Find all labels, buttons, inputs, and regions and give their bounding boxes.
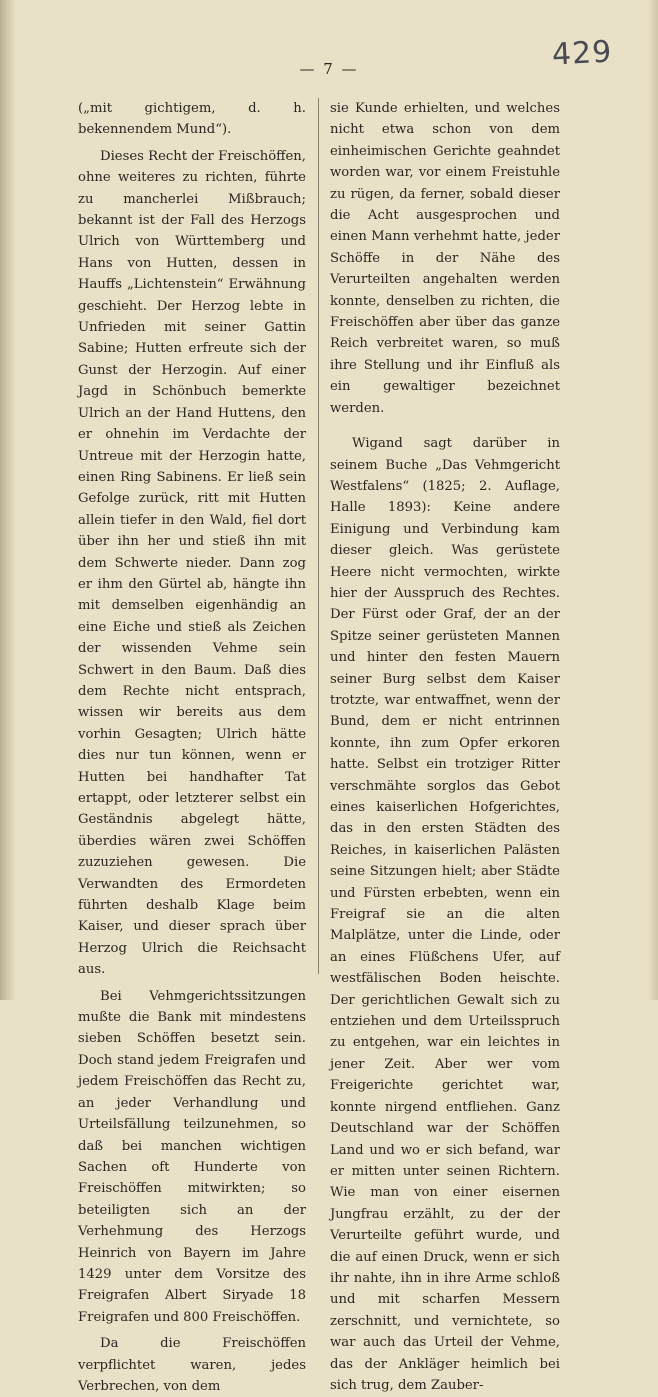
paragraph: Bei Vehmgerichtssitzungen mußte die Bank mit mindestens sieben Schöffen besetzt sein. Doch stand jedem Freigrafen und jedem Freischöffen das Recht zu, an jeder Verhandlung und Urteilsfällung teilzunehmen, so daß bei manchen wichtigen Sachen oft Hunderte von Freischöffen mitwirkten; so beteiligten sich an der Verhehmung des Herzogs Heinrich von Bayern im Jahre 1429 unter dem Vorsitze des Freigrafen Albert Siryade 18 Freigrafen und 800 Freischöffen. xyxy=(78,988,306,1325)
paragraph: Wigand sagt darüber in seinem Buche „Das Vehmgericht Westfalens“ (1825; 2. Auflage, Halle 1893): Keine andere Einigung und Verbindung kam dieser gleich. Was gerüstete Heere nicht vermochten, wirkte hier der Ausspruch des Rechtes. Der Fürst oder Graf, der an der Spitze seiner gerüsteten Mannen und hinter den festen Mauern seiner Burg selbst dem Kaiser trotzte, war entwaffnet, wenn der Bund, dem er nicht entrinnen konnte, ihn zum Opfer erkoren hatte. Selbst ein trotziger Ritter verschmähte sorglos das Gebot eines kaiserlichen Hofgerichtes, das in den ersten Städten des Reiches, in kaiserlichen Palästen seine Sitzungen hielt; aber Städte und Fürsten erbebten, wenn ein Freigraf sie an die alten Malplätze, unter die Linde, oder an eines Flüßchens Ufer, auf westfälischen Boden heischte. Der gerichtlichen Gewalt sich zu entziehen und dem Urteilsspruch zu entgehen, war ein leichtes in jener Zeit. Aber wer vom Freigerichte gerichtet war, konnte nirgend entfliehen. Ganz Deutschland war der Schöffen Land und wo er sich befand, war er mitten unter seinen Richtern. Wie man von einer eisernen Jungfrau erzählt, zu der der Verurteilte geführt wurde, und die auf einen Druck, wenn er sich ihr nahte, ihn in ihre Arme schloß und mit scharfen Messern zerschnitt, und vernichtete, so war auch das Urteil der Vehme, das der Ankläger heimlich bei sich trug, dem Zauber- xyxy=(330,436,560,1393)
column-divider xyxy=(318,98,319,974)
right-text-column xyxy=(330,98,560,1396)
page-gutter-shadow xyxy=(0,0,16,1000)
paragraph: Da die Freischöffen verpflichtet waren, jedes Verbrechen, von dem xyxy=(78,1336,306,1394)
paragraph: Dieses Recht der Freischöffen, ohne weiteres zu richten, führte zu mancherlei Mißbrauch; bekannt ist der Fall des Herzogs Ulrich von Württemberg und Hans von Hutten, dessen in Hauffs „Lichtenstein“ Erwähnung geschieht. Der Herzog lebte in Unfrieden mit seiner Gattin Sabine; Hutten erfreute sich der Gunst der Herzogin. Auf einer Jagd in Schönbuch bemerkte Ulrich an der Hand Huttens, den er ohnehin im Verdachte der Untreue mit der Herzogin hatte, einen Ring Sabinens. Er ließ sein Gefolge zurück, ritt mit Hutten allein tiefer in den Wald, fiel dort über ihn her und stieß ihn mit dem Schwerte nieder. Dann zog er ihm den Gürtel ab, hängte ihn mit demselben eigenhändig an eine Eiche und stieß als Zeichen der wissenden Vehme sein Schwert in den Baum. Daß dies dem Rechte nicht entsprach, wissen wir bereits aus dem vorhin Gesagten; Ulrich hätte dies nur tun können, wenn er Hutten bei handhafter Tat ertappt, oder letzterer selbst ein Geständnis abgelegt hätte, überdies wären zwei Schöffen zuzuziehen gewesen. Die Verwandten des Ermordeten führten deshalb Klage beim Kaiser, und dieser sprach über Herzog Ulrich die Reichsacht aus. xyxy=(78,148,306,978)
page-number: — 7 — xyxy=(299,60,359,78)
page-edge-shadow xyxy=(648,0,658,1000)
left-text-column xyxy=(78,98,306,1397)
paragraph: sie Kunde erhielten, und welches nicht etwa schon von dem einheimischen Gerichte geahndet worden war, vor einem Freistuhle zu rügen, da ferner, sobald dieser die Acht ausgesprochen und einen Mann verhehmt hatte, jeder Schöffe in der Nähe des Verurteilten angehalten werden konnte, denselben zu richten, die Freischöffen aber über das ganze Reich verbreitet waren, so muß ihre Stellung und ihr Einfluß als ein gewaltiger bezeichnet werden. xyxy=(330,101,560,416)
handwritten-folio-number: 429 xyxy=(550,34,613,73)
paragraph: („mit gichtigem, d. h. bekennendem Mund“). xyxy=(78,101,306,138)
